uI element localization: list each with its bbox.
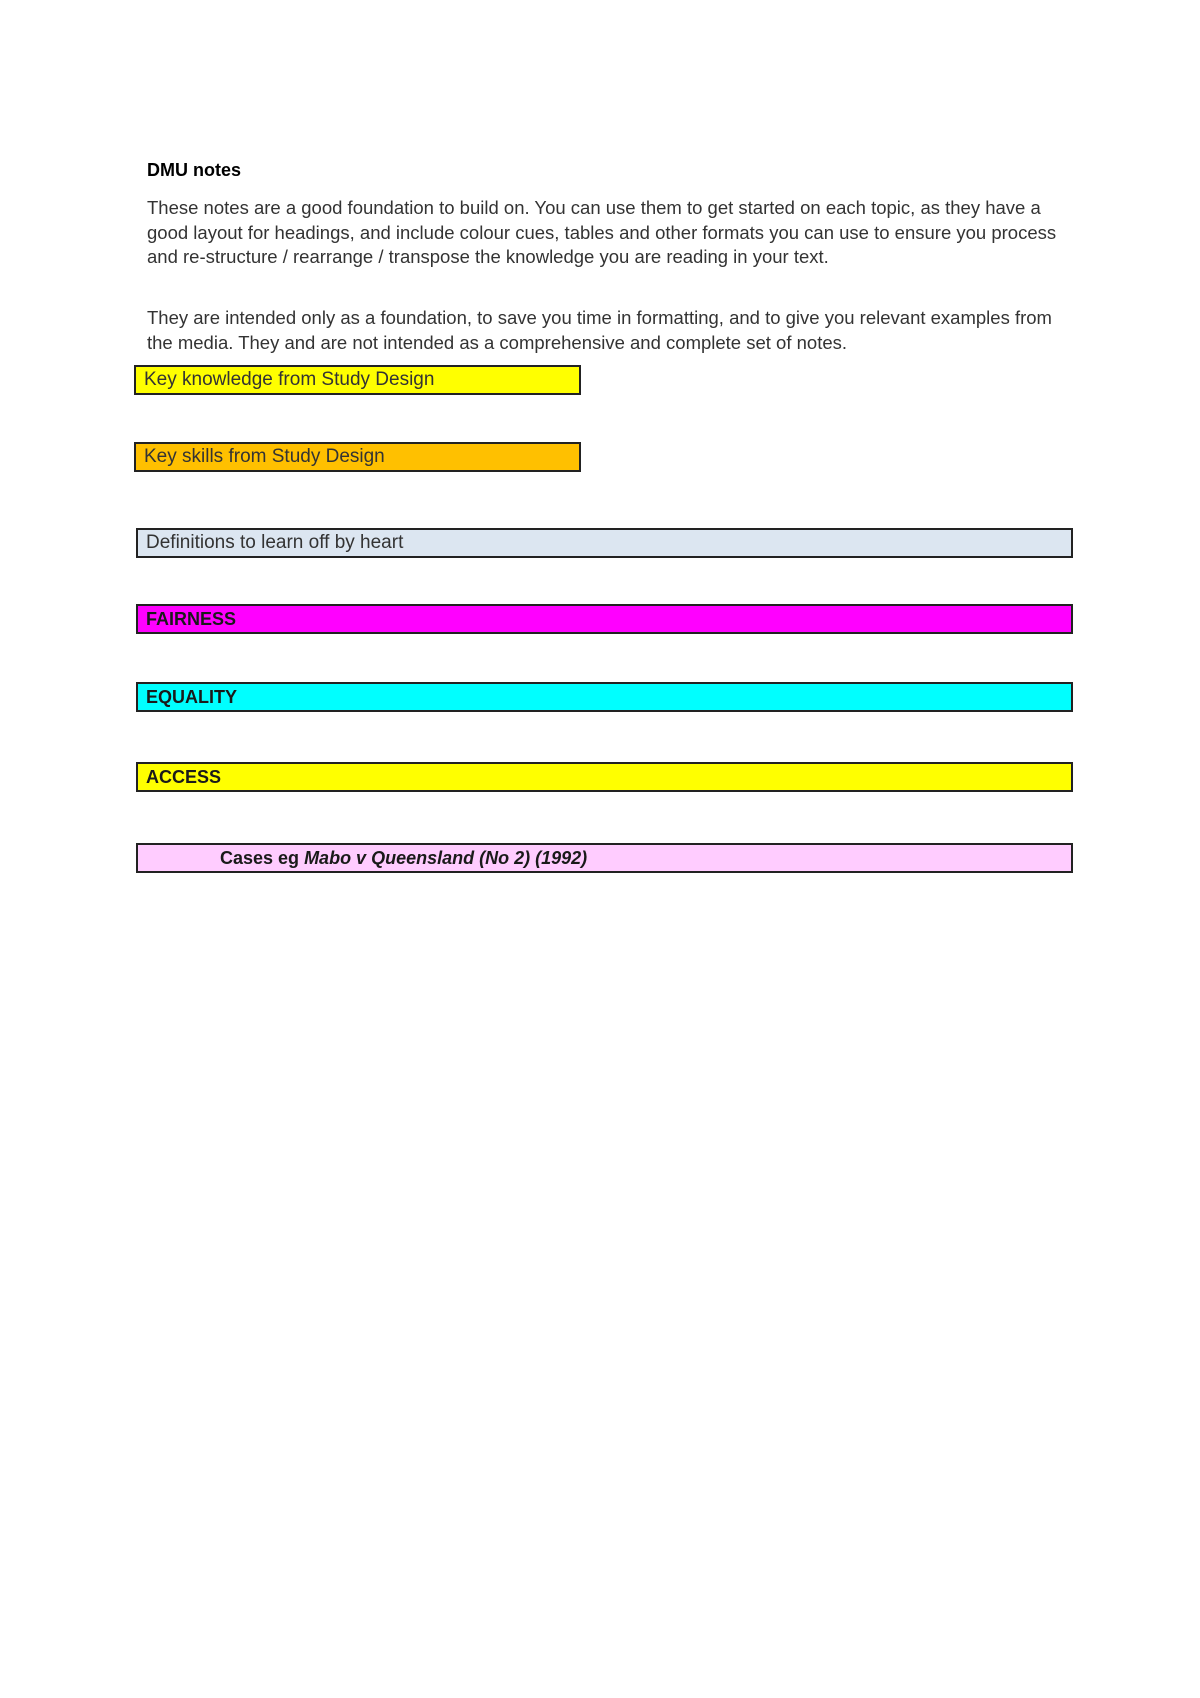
- document-heading: DMU notes: [147, 160, 241, 180]
- definitions-box: Definitions to learn off by heart: [136, 528, 1073, 558]
- equality-box: EQUALITY: [136, 682, 1073, 712]
- fairness-box: FAIRNESS: [136, 604, 1073, 634]
- intro-paragraph-2: They are intended only as a foundation, to save you time in formatting, and to give you relevant examples from the media. They and are not intended as a comprehensive and complete set of notes.: [147, 307, 1052, 353]
- cases-box: [136, 843, 1073, 873]
- cases-prefix: Cases eg: [220, 848, 305, 868]
- access-box: ACCESS: [136, 762, 1073, 792]
- cases-example: Mabo v Queensland (No 2) (1992): [304, 848, 588, 868]
- key-knowledge-box: Key knowledge from Study Design: [134, 365, 581, 395]
- intro-paragraph-1: These notes are a good foundation to build on. You can use them to get started on each topic, as they have a good layout for headings, and include colour cues, tables and other formats you can use to ensure you process and re-structure / rearrange / transpose the knowledge you are reading in your text.: [147, 197, 1057, 267]
- key-skills-box: Key skills from Study Design: [134, 442, 581, 472]
